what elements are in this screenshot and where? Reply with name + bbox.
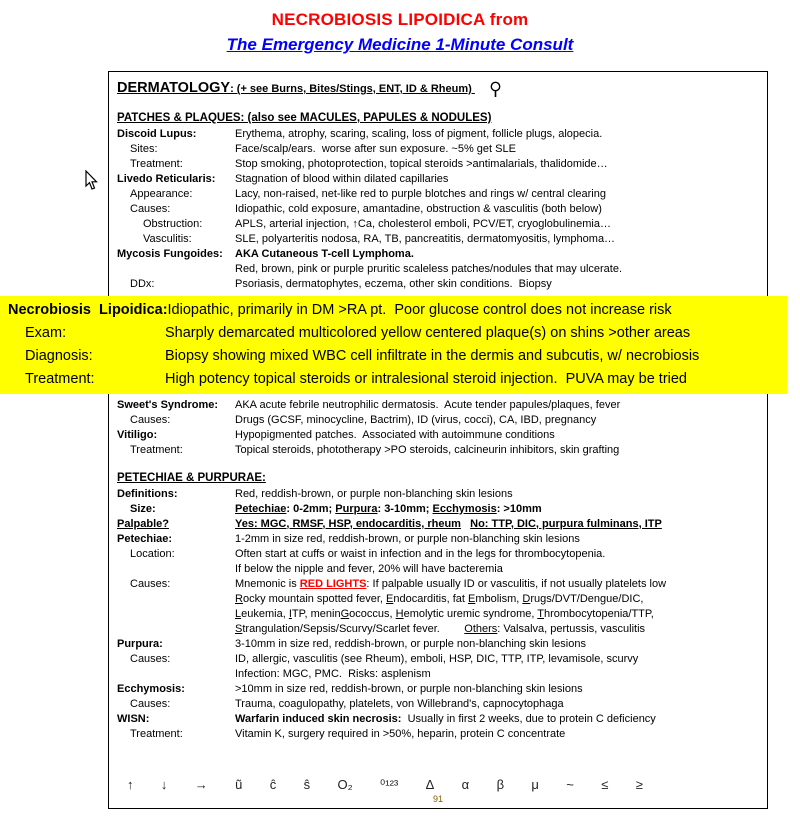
entry-content [165, 345, 787, 368]
text-segment: D [522, 592, 531, 605]
text-segment: Causes: [130, 202, 171, 215]
text-segment: 1-2mm in size red, reddish-brown, or purple non-blanching skin lesions [235, 532, 580, 545]
text-segment: Location: [130, 547, 175, 560]
entry-label [117, 277, 235, 292]
entry-row [117, 562, 759, 577]
entry-content [168, 299, 787, 322]
entry-row [117, 637, 759, 652]
entry-content [235, 443, 759, 458]
entry-row [117, 712, 759, 727]
text-segment: ocky mountain spotted fever, [242, 592, 387, 605]
text-segment: Ecchymosis [432, 502, 497, 515]
entry-row [117, 622, 759, 637]
text-segment: Palpable? [117, 517, 169, 530]
text-segment: Treatment: [130, 727, 183, 740]
entry-label [117, 487, 235, 502]
text-segment: ndocarditis, fat [393, 592, 468, 605]
text-segment: Causes: [130, 413, 171, 426]
text-segment: Sites: [130, 142, 158, 155]
entry-label [117, 697, 235, 712]
entry-row [117, 532, 759, 547]
text-segment: Discoid Lupus: [117, 127, 197, 140]
text-segment [461, 518, 470, 530]
text-segment: E [467, 592, 476, 605]
entry-content [235, 127, 759, 142]
entry-content [235, 682, 759, 697]
doc-rows [8, 98, 759, 742]
entry-label [8, 368, 165, 391]
entry-content [235, 712, 759, 727]
symbol-6: O₂ [337, 777, 353, 792]
entry-label [117, 517, 235, 532]
symbol-9: α [461, 777, 470, 792]
text-segment: Stop smoking, photoprotection, topical steroids >antimalarials, thalidomide… [235, 157, 608, 170]
entry-content [235, 398, 759, 413]
entry-label [117, 547, 235, 562]
entry-content [235, 652, 759, 667]
entry-label [117, 172, 235, 187]
section-title: PETECHIAE & PURPURAE: [117, 471, 266, 484]
text-segment: Livedo Reticularis: [117, 172, 216, 185]
entry-content [235, 637, 759, 652]
entry-content [235, 607, 759, 622]
text-segment: rugs/DVT/Dengue/DIC, [530, 592, 644, 605]
text-segment: AKA Cutaneous T-cell Lymphoma. [235, 247, 414, 260]
text-segment: Topical steroids, phototherapy >PO steroids, calcineurin inhibitors, skin grafting [235, 443, 620, 456]
text-segment: eukemia, [241, 607, 289, 620]
text-segment: H [395, 607, 404, 620]
symbol-13: ≤ [601, 777, 609, 792]
text-segment: Vasculitis: [143, 232, 192, 245]
entry-row [117, 443, 759, 458]
entry-row [117, 428, 759, 443]
entry-content [235, 697, 759, 712]
symbol-0: ↑ [127, 777, 134, 792]
entry-row [117, 157, 759, 172]
text-segment: Usually in first 2 weeks, due to protein C deficiency [401, 712, 656, 725]
entry-row [117, 517, 759, 532]
text-segment: Idiopathic, primarily in DM >RA pt. Poor glucose control does not increase risk [167, 301, 672, 318]
symbol-3: ũ [235, 777, 243, 792]
highlight-row [8, 322, 787, 345]
dermatology-subtitle: : (+ see Burns, Bites/Stings, ENT, ID & Rheum) [230, 83, 475, 95]
entry-row [117, 187, 759, 202]
text-segment: RED LIGHTS [299, 577, 367, 590]
text-segment: Red, reddish-brown, or purple non-blanching skin lesions [235, 487, 513, 500]
text-segment: Yes: MGC, RMSF, HSP, endocarditis, rheum [235, 517, 461, 530]
entry-label [117, 502, 235, 517]
text-segment: Necrobiosis Lipoidica: [8, 301, 168, 318]
entry-row [117, 547, 759, 562]
entry-label [117, 712, 235, 727]
entry-row [117, 142, 759, 157]
text-segment: Petechiae: [117, 532, 173, 545]
text-segment: Trauma, coagulopathy, platelets, von Willebrand's, capnocytophaga [235, 697, 564, 710]
necrobiosis-highlight-block [0, 296, 787, 394]
entry-label [117, 232, 235, 247]
text-segment: Red, brown, pink or purple pruritic scaleless patches/nodules that may ulcerate. [235, 262, 623, 275]
section-title: PATCHES & PLAQUES: (also see MACULES, PAPULES & NODULES) [117, 111, 492, 124]
text-segment: Vitiligo: [117, 428, 158, 441]
entry-content [235, 247, 759, 262]
text-segment: Erythema, atrophy, scaring, scaling, loss of pigment, follicle plugs, alopecia. [235, 127, 603, 140]
entry-content [235, 532, 759, 547]
entry-label [117, 637, 235, 652]
symbol-11: μ [531, 777, 539, 792]
text-segment: Biopsy showing mixed WBC cell infiltrate in the dermis and subcutis, w/ necrobiosis [165, 347, 700, 364]
text-segment: Lacy, non-raised, net-like red to purple blotches and rings w/ central clearing [235, 187, 606, 200]
text-segment: Infection: MGC, PMC. Risks: asplenism [235, 667, 431, 680]
text-segment: Vitamin K, surgery required in >50%, heparin, protein C concentrate [235, 727, 566, 740]
entry-row [117, 652, 759, 667]
symbol-10: β [496, 777, 505, 792]
entry-content [235, 277, 759, 292]
entry-content [235, 592, 759, 607]
text-segment: E [386, 592, 394, 605]
entry-label [117, 187, 235, 202]
entry-content [165, 368, 787, 391]
entry-content [235, 727, 759, 742]
entry-label [117, 127, 235, 142]
entry-content [235, 577, 759, 592]
text-segment: Stagnation of blood within dilated capillaries [235, 172, 449, 185]
text-segment: Warfarin induced skin necrosis: [235, 712, 402, 725]
entry-row [117, 413, 759, 428]
entry-row [117, 607, 759, 622]
entry-label [117, 247, 235, 262]
entry-label [117, 592, 235, 607]
entry-label [117, 607, 235, 622]
entry-label [117, 577, 235, 592]
symbol-8: Δ [425, 777, 435, 792]
entry-row [117, 502, 759, 517]
entry-row [117, 697, 759, 712]
text-segment: >10mm in size red, reddish-brown, or purple non-blanching skin lesions [235, 682, 583, 695]
text-segment: Often start at cuffs or waist in infection and in the legs for thrombocytopenia. [235, 547, 606, 560]
entry-row [117, 727, 759, 742]
symbol-4: ĉ [269, 777, 277, 792]
entry-content [235, 157, 759, 172]
text-segment: mbolism, [475, 592, 523, 605]
entry-label [117, 652, 235, 667]
text-segment: Size: [130, 502, 156, 515]
text-segment: Purpura [335, 502, 378, 515]
text-segment: Mnemonic is [235, 577, 300, 590]
entry-content [235, 187, 759, 202]
text-segment: ococcus, [349, 607, 396, 620]
highlight-row [8, 299, 787, 322]
entry-content [235, 217, 759, 232]
symbol-2: → [194, 777, 208, 792]
text-segment: : 0-2mm; [286, 502, 336, 515]
entry-row [117, 398, 759, 413]
entry-row [117, 202, 759, 217]
text-segment: : If palpable usually ID or vasculitis, if not usually platelets low [366, 577, 667, 590]
entry-label [117, 727, 235, 742]
entry-row [117, 262, 759, 277]
text-segment: 3-10mm in size red, reddish-brown, or purple non-blanching skin lesions [235, 637, 586, 650]
symbol-12: ~ [566, 777, 574, 792]
text-segment: ID, allergic, vasculitis (see Rheum), emboli, HSP, DIC, TTP, ITP, levamisole, scurvy [235, 652, 639, 665]
dermatology-title: DERMATOLOGY [117, 80, 231, 96]
text-segment: Causes: [130, 652, 171, 665]
entry-label [117, 157, 235, 172]
entry-label [117, 413, 235, 428]
dermatology-header [117, 80, 759, 98]
highlight-row [8, 368, 787, 391]
entry-label [8, 345, 165, 368]
entry-label [117, 562, 235, 577]
text-segment: If below the nipple and fever, 20% will have bacteremia [235, 562, 503, 575]
page [0, 10, 800, 809]
symbol-1: ↓ [160, 777, 168, 792]
entry-content [235, 428, 759, 443]
symbol-14: ≥ [635, 777, 643, 792]
entry-row [117, 577, 759, 592]
text-segment: Face/scalp/ears. worse after sun exposure. ~5% get SLE [235, 142, 516, 155]
text-segment: Idiopathic, cold exposure, amantadine, obstruction & vasculitis (both below) [235, 202, 602, 215]
entry-content [235, 202, 759, 217]
entry-content [235, 622, 759, 637]
entry-content [235, 172, 759, 187]
text-segment: Causes: [130, 577, 171, 590]
document-box [8, 71, 768, 809]
entry-content [235, 562, 759, 577]
text-segment: SLE, polyarteritis nodosa, RA, TB, pancreatitis, dermatomyositis, lymphoma… [235, 232, 616, 245]
entry-label [117, 532, 235, 547]
text-segment: Definitions: [117, 487, 178, 500]
text-segment: trangulation/Sepsis/Scurvy/Scarlet fever. [242, 622, 465, 635]
magnifier-icon [489, 81, 502, 98]
highlight-row [8, 345, 787, 368]
text-segment: L [235, 607, 242, 620]
consult-link[interactable]: The Emergency Medicine 1-Minute Consult [226, 35, 574, 54]
text-segment: AKA acute febrile neutrophilic dermatosis. Acute tender papules/plaques, fever [235, 398, 621, 411]
text-segment: emolytic uremic syndrome, [403, 607, 538, 620]
text-segment: Treatment: [130, 157, 183, 170]
entry-content [235, 502, 759, 517]
text-segment: APLS, arterial injection, ↑Ca, cholesterol emboli, PCV/ET, cryoglobulinemia… [235, 217, 611, 230]
entry-label [8, 299, 168, 322]
entry-label [117, 443, 235, 458]
entry-row [117, 127, 759, 142]
text-segment: I [288, 607, 292, 620]
entry-row [117, 172, 759, 187]
text-segment: hrombocytopenia/TTP, [544, 607, 654, 620]
text-segment: : Valsalva, pertussis, vasculitis [497, 622, 646, 635]
text-segment: Others [464, 622, 498, 635]
entry-label [117, 142, 235, 157]
entry-content [235, 232, 759, 247]
text-segment: Mycosis Fungoides: [117, 247, 223, 260]
symbols-row [117, 773, 643, 793]
text-segment: Diagnosis: [25, 347, 93, 364]
entry-content [235, 517, 759, 532]
text-segment: Ecchymosis: [117, 682, 185, 695]
entry-row [117, 667, 759, 682]
text-segment: Purpura: [117, 637, 163, 650]
entry-content [235, 547, 759, 562]
entry-label [117, 622, 235, 637]
symbol-7: ⁰¹²³ [380, 777, 399, 792]
entry-content [235, 262, 759, 277]
entry-label [8, 322, 165, 345]
page-title: NECROBIOSIS LIPOIDICA from [271, 10, 529, 29]
text-segment: S [235, 622, 243, 635]
text-segment: WISN: [117, 712, 150, 725]
text-segment: Sharply demarcated multicolored yellow centered plaque(s) on shins >other areas [165, 324, 691, 341]
entry-content [235, 487, 759, 502]
entry-row [117, 487, 759, 502]
entry-row [117, 217, 759, 232]
entry-content [235, 142, 759, 157]
entry-content [235, 667, 759, 682]
text-segment: Sweet's Syndrome: [117, 398, 219, 411]
entry-label [117, 262, 235, 277]
entry-label [117, 398, 235, 413]
text-segment: Obstruction: [143, 217, 203, 230]
text-segment: Treatment: [130, 443, 183, 456]
text-segment: Causes: [130, 697, 171, 710]
entry-content [165, 322, 787, 345]
text-segment: Hypopigmented patches. Associated with autoimmune conditions [235, 428, 555, 441]
entry-label [117, 428, 235, 443]
text-segment: G [340, 607, 350, 620]
entry-content [235, 413, 759, 428]
dermatology-header-text [117, 80, 475, 96]
entry-row [117, 277, 759, 292]
text-segment: TP, menin [291, 607, 341, 620]
entry-row [117, 592, 759, 607]
text-segment: : 3-10mm; [377, 502, 433, 515]
entry-label [117, 682, 235, 697]
text-segment: Psoriasis, dermatophytes, eczema, other skin conditions. Biopsy [235, 277, 552, 290]
entry-label [117, 667, 235, 682]
entry-label [117, 202, 235, 217]
page-number: 91 [432, 794, 443, 804]
text-segment: R [235, 592, 243, 605]
symbol-5: ŝ [303, 777, 311, 792]
entry-row [117, 682, 759, 697]
text-segment: T [537, 607, 544, 620]
entry-row [117, 247, 759, 262]
text-segment: No: TTP, DIC, purpura fulminans, ITP [470, 517, 662, 530]
text-segment: Appearance: [130, 187, 193, 200]
text-segment: High potency topical steroids or intralesional steroid injection. PUVA may be tried [165, 370, 687, 387]
text-segment: : >10mm [496, 502, 542, 515]
entry-row [117, 232, 759, 247]
text-segment: Petechiae [235, 502, 287, 515]
text-segment: DDx: [130, 277, 155, 290]
mouse-cursor-icon [84, 170, 98, 190]
text-segment: Drugs (GCSF, minocycline, Bactrim), ID (virus, cocci), CA, IBD, pregnancy [235, 413, 597, 426]
text-segment: Treatment: [25, 370, 95, 387]
text-segment: Exam: [25, 324, 67, 341]
entry-label [117, 217, 235, 232]
